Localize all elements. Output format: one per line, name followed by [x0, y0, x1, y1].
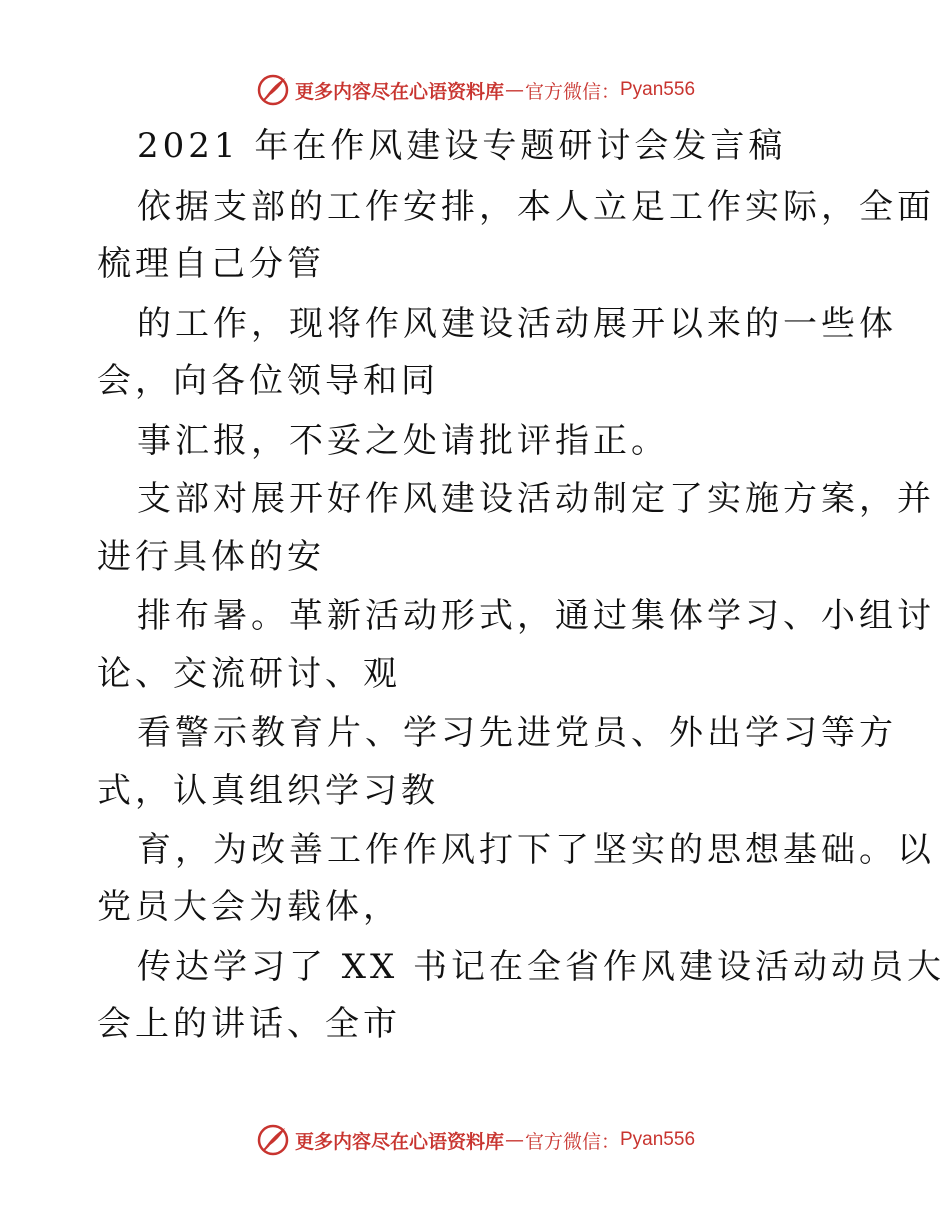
- banner-main-text: 更多内容尽在心语资料库: [294, 80, 504, 103]
- text-line: 式，认真组织学习教: [97, 771, 439, 811]
- text-line: 党员大会为载体，: [97, 887, 401, 927]
- banner-dash: —: [504, 1129, 524, 1151]
- text-line: 看警示教育片、学习先进党员、外出学习等方: [137, 713, 897, 753]
- banner-wechat-id: Pyan556: [620, 79, 696, 100]
- text-line: 支部对展开好作风建设活动制定了实施方案，并: [137, 479, 935, 519]
- banner-wechat-label: 官方微信：: [524, 1130, 620, 1153]
- text-line: 梳理自己分管: [97, 244, 325, 284]
- feather-pen-logo-icon: [255, 1122, 291, 1158]
- text-line: 事汇报，不妥之处请批评指正。: [137, 421, 669, 461]
- text-line: 会，向各位领导和同: [97, 361, 439, 401]
- text-line: 育，为改善工作作风打下了坚实的思想基础。以: [137, 830, 935, 870]
- document-title: 2021 年在作风建设专题研讨会发言稿: [137, 126, 787, 166]
- text-line: 会上的讲话、全市: [97, 1004, 401, 1044]
- banner-main-text: 更多内容尽在心语资料库: [294, 1130, 504, 1153]
- text-line: 的工作，现将作风建设活动展开以来的一些体: [137, 304, 897, 344]
- text-line: 进行具体的安: [97, 537, 325, 577]
- banner-wechat-id: Pyan556: [620, 1129, 696, 1150]
- banner-wechat-label: 官方微信：: [524, 80, 620, 103]
- text-line: 排布暑。革新活动形式，通过集体学习、小组讨: [137, 596, 935, 636]
- header-banner: [0, 70, 950, 110]
- banner-dash: —: [504, 79, 524, 101]
- footer-banner: [0, 1120, 950, 1160]
- text-line: 传达学习了 XX 书记在全省作风建设活动动员大: [137, 947, 946, 987]
- feather-pen-logo-icon: [255, 72, 291, 108]
- text-line: 依据支部的工作安排，本人立足工作实际，全面: [137, 187, 935, 227]
- text-line: 论、交流研讨、观: [97, 654, 401, 694]
